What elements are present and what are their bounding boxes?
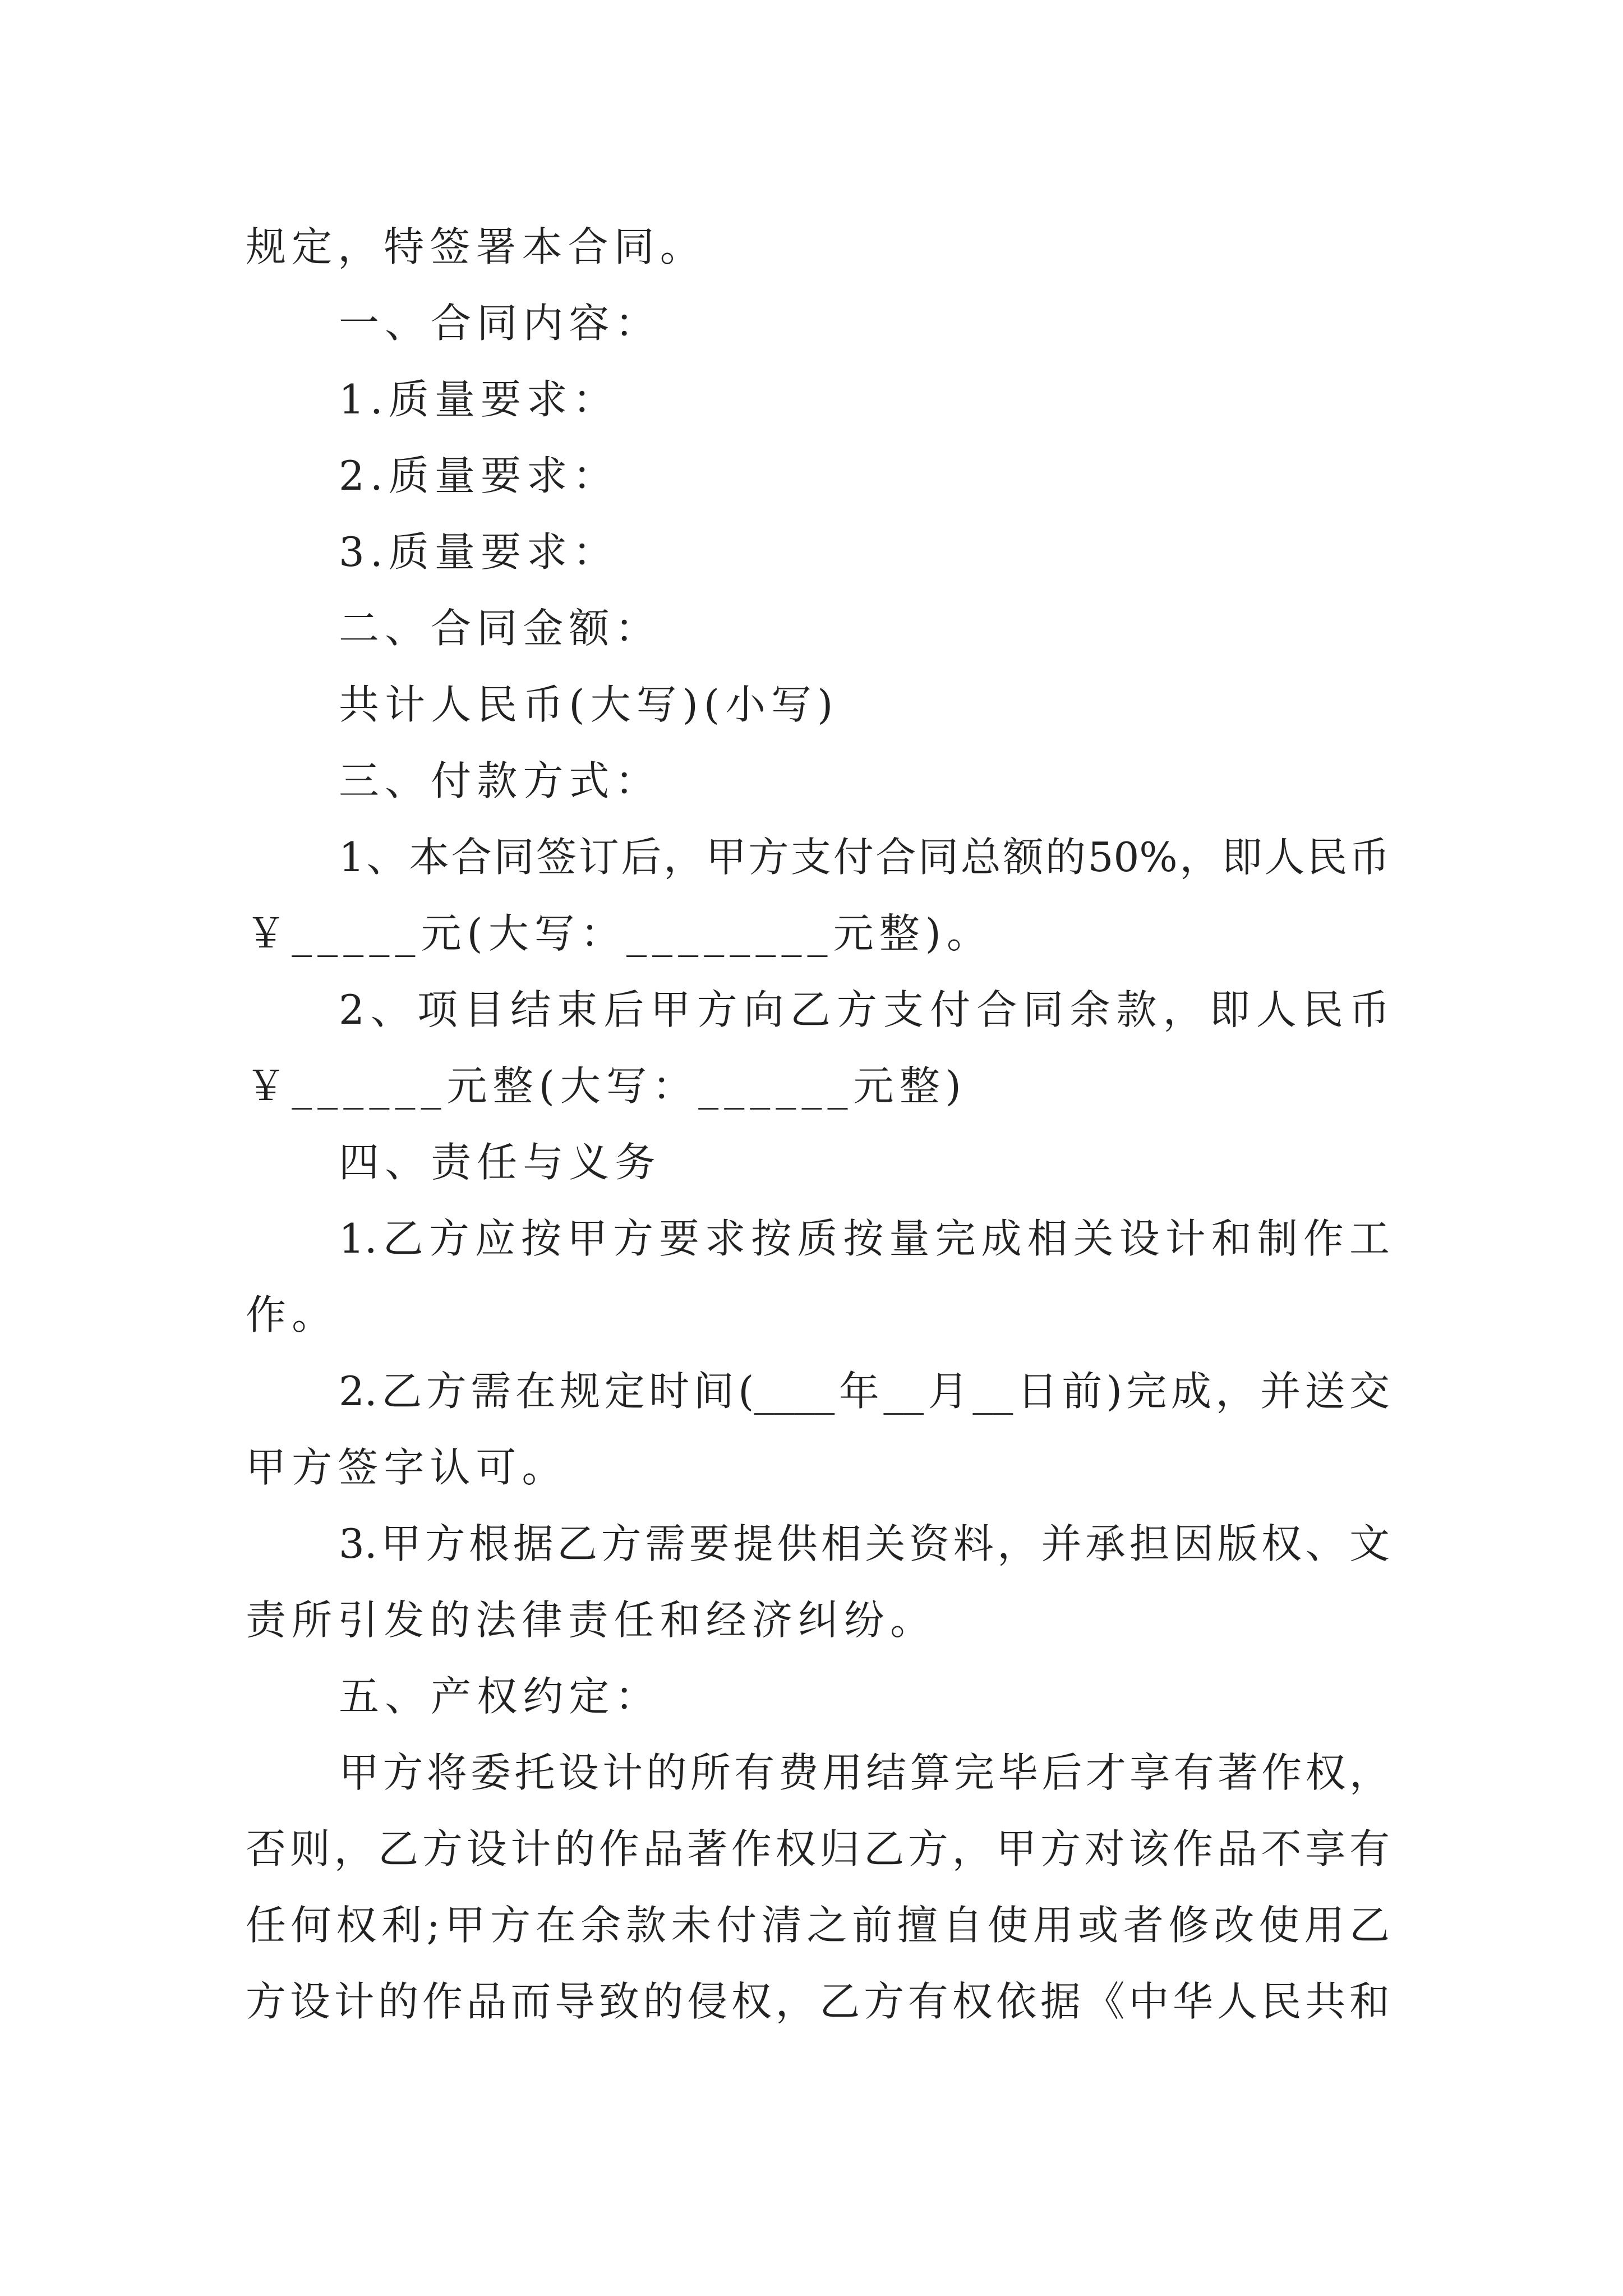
section-heading-duties: 四、责任与义务 (339, 1139, 661, 1186)
text-line: 规定，特签署本合同。 (246, 223, 706, 270)
text-line: 2、项目结束后甲方向乙方支付合同余款，即人民币 (339, 986, 1390, 1033)
text-line: 否则，乙方设计的作品著作权归乙方，甲方对该作品不享有 (246, 1825, 1390, 1872)
text-line: ￥______元整(大写：______元整) (246, 1062, 967, 1110)
text-line: 责所引发的法律责任和经济纠纷。 (246, 1596, 937, 1644)
text-line: 共计人民币(大写)(小写) (339, 681, 839, 728)
text-line: 1、本合同签订后，甲方支付合同总额的50%，即人民币 (339, 834, 1390, 881)
text-line: 3.质量要求： (339, 528, 619, 576)
document-body (246, 209, 1390, 2040)
text-line: 1.质量要求： (339, 376, 619, 423)
text-line: 3.甲方根据乙方需要提供相关资料，并承担因版权、文 (339, 1520, 1390, 1567)
section-heading-contract-amount: 二、合同金额： (339, 605, 661, 652)
text-line: 任何权利;甲方在余款未付清之前擅自使用或者修改使用乙 (246, 1902, 1390, 1949)
text-line: 甲方将委托设计的所有费用结算完毕后才享有著作权， (339, 1749, 1390, 1796)
text-line: 作。 (246, 1291, 338, 1338)
section-heading-payment: 三、付款方式： (339, 757, 661, 804)
section-heading-property-rights: 五、产权约定： (339, 1673, 661, 1720)
section-heading-contract-content: 一、合同内容： (339, 300, 661, 347)
text-line: 2.乙方需在规定时间(____年__月__日前)完成，并送交 (339, 1368, 1390, 1415)
text-line: 1.乙方应按甲方要求按质按量完成相关设计和制作工 (339, 1215, 1390, 1262)
text-line: 2.质量要求： (339, 452, 619, 499)
text-line: 方设计的作品而导致的侵权，乙方有权依据《中华人民共和 (246, 1978, 1390, 2025)
text-line: ￥_____元(大写：________元整)。 (246, 910, 993, 957)
text-line: 甲方签字认可。 (246, 1444, 568, 1491)
